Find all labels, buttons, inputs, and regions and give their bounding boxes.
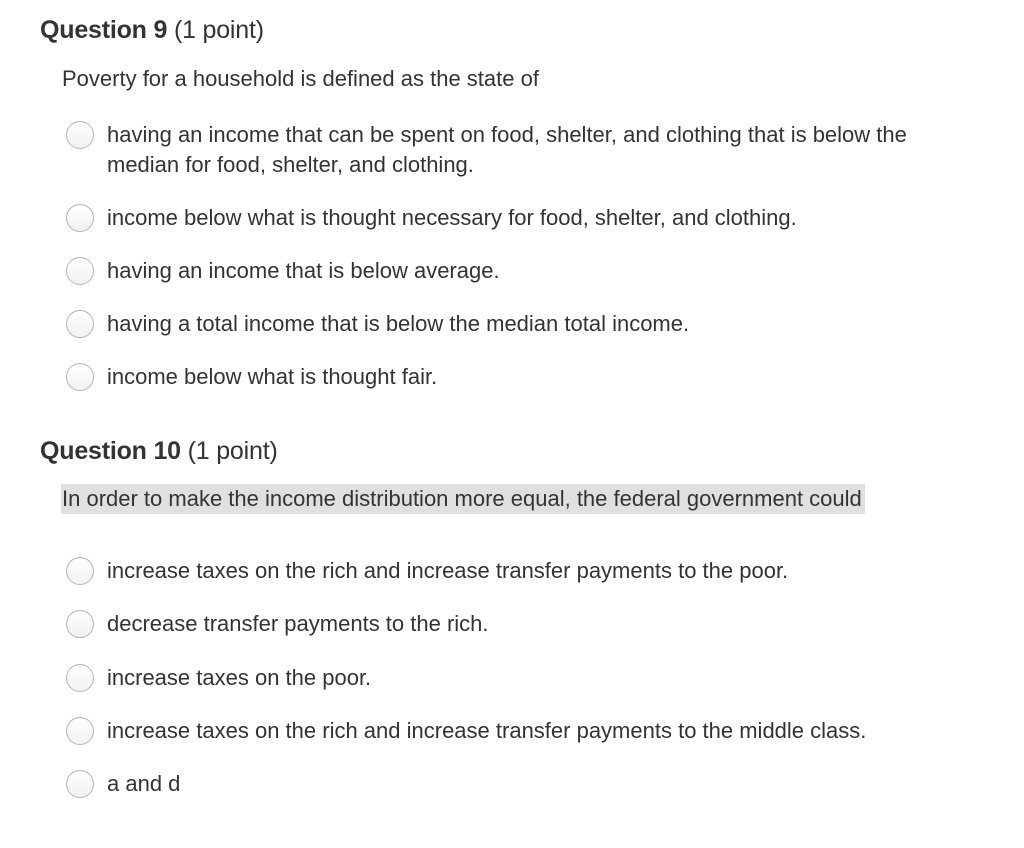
option-q9-d[interactable] (66, 309, 1024, 339)
option-label[interactable]: a and d (107, 771, 181, 796)
option-label[interactable]: increase taxes on the poor. (107, 665, 372, 690)
option-q10-e[interactable] (66, 769, 1024, 799)
option-q9-b[interactable] (66, 203, 1024, 233)
option-label[interactable]: having an income that can be spent on food, shelter, and clothing that is below the median for food, shelter, and clothing. (107, 122, 907, 177)
radio-button[interactable] (66, 664, 94, 692)
radio-button[interactable] (66, 257, 94, 285)
option-label[interactable]: having an income that is below average. (107, 258, 500, 283)
question-points: (1 point) (173, 16, 264, 44)
question-number: Question 9 (40, 16, 168, 44)
radio-button[interactable] (66, 557, 94, 585)
option-label[interactable]: increase taxes on the rich and increase transfer payments to the middle class. (107, 718, 867, 743)
option-q10-b[interactable] (66, 609, 1024, 639)
option-q9-e[interactable] (66, 362, 1024, 392)
question-title (40, 435, 1024, 467)
radio-button[interactable] (66, 610, 94, 638)
option-q9-c[interactable] (66, 256, 1024, 286)
option-label[interactable]: increase taxes on the rich and increase transfer payments to the poor. (107, 558, 789, 583)
option-q9-a[interactable] (66, 120, 1024, 180)
question-prompt-highlighted: In order to make the income distribution more equal, the federal government could (61, 484, 865, 514)
option-label[interactable]: income below what is thought necessary for food, shelter, and clothing. (107, 205, 797, 230)
question-title (40, 14, 1024, 46)
option-q10-d[interactable] (66, 716, 1024, 746)
option-q10-c[interactable] (66, 663, 1024, 693)
option-label[interactable]: income below what is thought fair. (107, 364, 438, 389)
question-points: (1 point) (187, 437, 278, 465)
radio-button[interactable] (66, 770, 94, 798)
radio-button[interactable] (66, 310, 94, 338)
question-10 (0, 435, 1024, 514)
radio-button[interactable] (66, 204, 94, 232)
radio-button[interactable] (66, 717, 94, 745)
question-9 (0, 14, 1024, 94)
radio-button[interactable] (66, 121, 94, 149)
radio-button[interactable] (66, 363, 94, 391)
option-label[interactable]: having a total income that is below the median total income. (107, 311, 690, 336)
question-number: Question 10 (40, 437, 181, 465)
option-label[interactable]: decrease transfer payments to the rich. (107, 611, 489, 636)
question-prompt: Poverty for a household is defined as the state of (62, 66, 539, 91)
option-q10-a[interactable] (66, 556, 1024, 586)
